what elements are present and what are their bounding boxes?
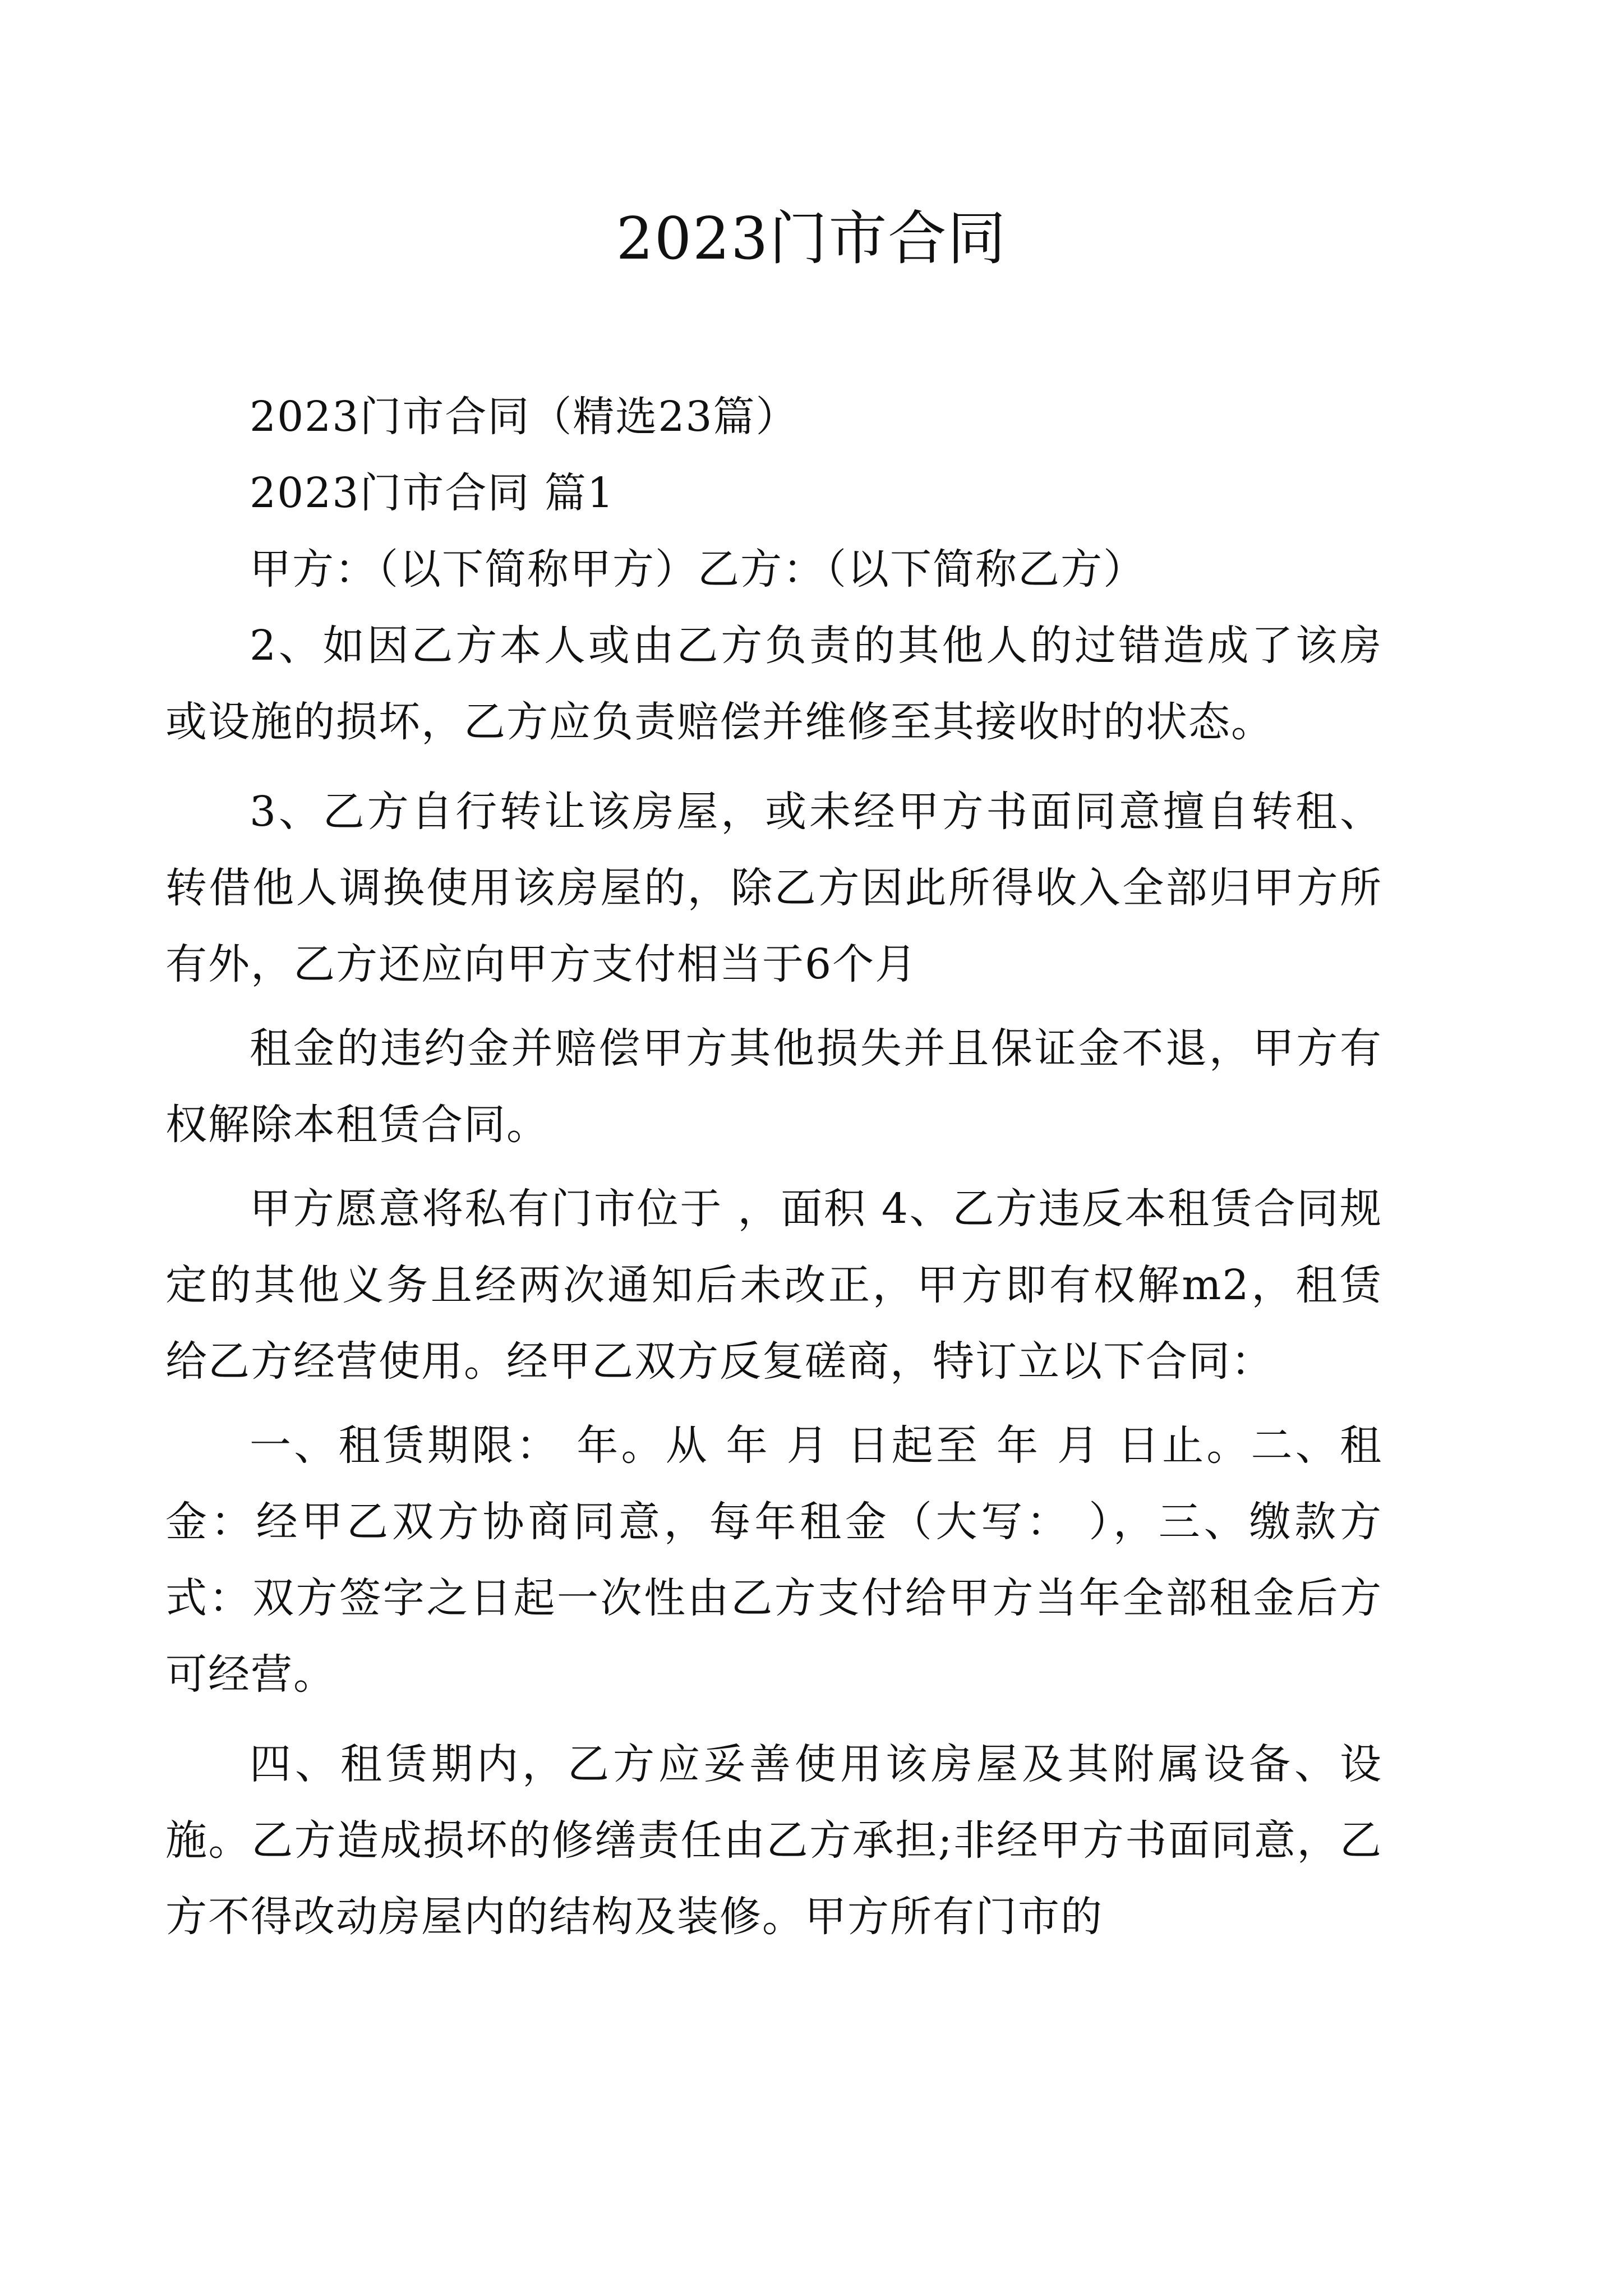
paragraph-clause-2: 2、如因乙方本人或由乙方负责的其他人的过错造成了该房或设施的损坏，乙方应负责赔偿并维修至其接收时的状态。 (165, 622, 1382, 746)
paragraph-clause-4: 四、租赁期内，乙方应妥善使用该房屋及其附属设备、设施。乙方造成损坏的修缮责任由乙方承担;非经甲方书面同意，乙方不得改动房屋内的结构及装修。甲方所有门市的 (165, 1740, 1382, 1941)
paragraph-clause-3: 3、乙方自行转让该房屋，或未经甲方书面同意擅自转租、转借他人调换使用该房屋的，除乙方因此所得收入全部归甲方所有外，乙方还应向甲方支付相当于6个月 (165, 788, 1382, 988)
paragraph-section-heading: 2023门市合同 篇1 (250, 469, 615, 517)
document-body (165, 379, 1382, 1955)
paragraph-subtitle: 2023门市合同（精选23篇） (250, 393, 799, 441)
document-title: 2023门市合同 (616, 204, 1007, 273)
paragraph-premises: 甲方愿意将私有门市位于 ，面积 4、乙方违反本租赁合同规定的其他义务且经两次通知后未改正，甲方即有权解m2，租赁给乙方经营使用。经甲乙双方反复磋商，特订立以下合同： (165, 1185, 1382, 1386)
paragraph-penalty: 租金的违约金并赔偿甲方其他损失并且保证金不退，甲方有权解除本租赁合同。 (165, 1024, 1382, 1149)
paragraph-parties: 甲方：（以下简称甲方）乙方：（以下简称乙方） (250, 545, 1146, 593)
paragraph-term-rent: 一、租赁期限： 年。从 年 月 日起至 年 月 日止。二、租金：经甲乙双方协商同意，每年租金（大写： ），三、缴款方式：双方签字之日起一次性由乙方支付给甲方当年全部租金后方可经营。 (165, 1421, 1382, 1699)
